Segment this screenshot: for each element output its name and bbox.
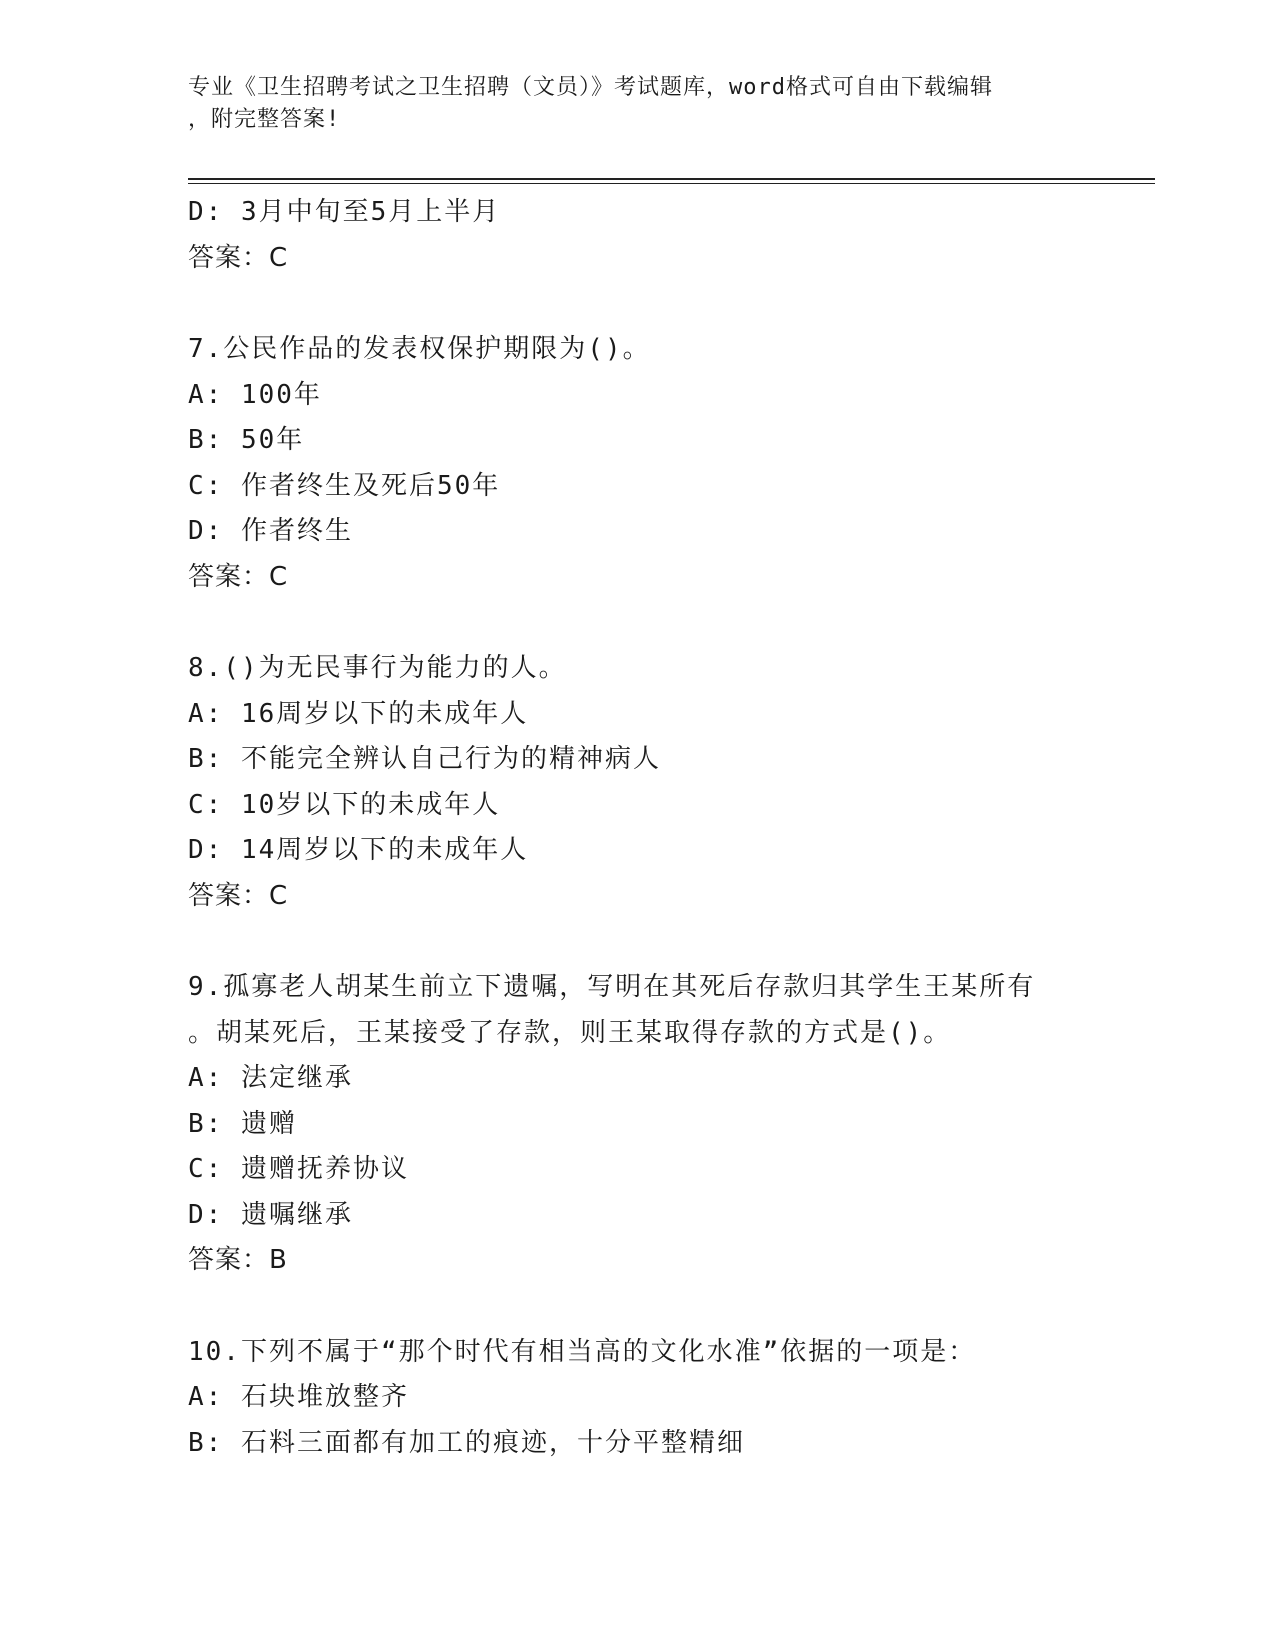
question-stem: 9.孤寡老人胡某生前立下遗嘱，写明在其死后存款归其学生王某所有 [188, 972, 1036, 1002]
option-d: D: 作者终生 [188, 516, 353, 546]
document-header [188, 72, 1068, 136]
question-9 [188, 965, 1088, 1284]
question-8 [188, 646, 1088, 919]
option-c: C: 作者终生及死后50年 [188, 470, 501, 501]
answer-line: 答案：B [188, 1245, 288, 1275]
option-b: B: 不能完全辨认自己行为的精神病人 [188, 744, 661, 774]
question-7 [188, 327, 1088, 600]
option-d: D: 14周岁以下的未成年人 [188, 835, 529, 865]
option-a: A: 16周岁以下的未成年人 [188, 698, 529, 729]
header-divider-thick [188, 178, 1155, 180]
question-10 [188, 1330, 1088, 1467]
option-b: B: 遗赠 [188, 1108, 297, 1139]
spacer [188, 919, 1088, 965]
answer-line: 答案：C [188, 880, 289, 911]
question-content [188, 190, 1088, 1466]
spacer [188, 1284, 1088, 1330]
question-stem: 8.()为无民事行为能力的人。 [188, 653, 567, 683]
answer-line: 答案：C [188, 242, 289, 273]
option-d: D: 遗嘱继承 [188, 1199, 353, 1230]
question-stem: 10.下列不属于“那个时代有相当高的文化水准”依据的一项是： [188, 1336, 977, 1367]
question-stem-continued: 。胡某死后，王某接受了存款，则王某取得存款的方式是()。 [188, 1017, 952, 1048]
option-a: A: 石块堆放整齐 [188, 1382, 409, 1412]
option-b: B: 50年 [188, 425, 305, 455]
option-c: C: 遗赠抚养协议 [188, 1154, 409, 1184]
spacer [188, 281, 1088, 327]
question-stem: 7.公民作品的发表权保护期限为()。 [188, 334, 651, 364]
header-divider-thin [188, 183, 1155, 184]
option-a: A: 法定继承 [188, 1063, 353, 1093]
option-b: B: 石料三面都有加工的痕迹，十分平整精细 [188, 1427, 745, 1458]
answer-line: 答案：C [188, 561, 289, 592]
header-line-1: 专业《卫生招聘考试之卫生招聘（文员）》考试题库，word格式可自由下载编辑 [188, 75, 993, 100]
spacer [188, 600, 1088, 646]
option-a: A: 100年 [188, 379, 322, 410]
option-d: D: 3月中旬至5月上半月 [188, 197, 501, 227]
option-c: C: 10岁以下的未成年人 [188, 789, 501, 820]
previous-question-tail [188, 190, 1088, 281]
header-line-2: ，附完整答案! [188, 107, 341, 132]
